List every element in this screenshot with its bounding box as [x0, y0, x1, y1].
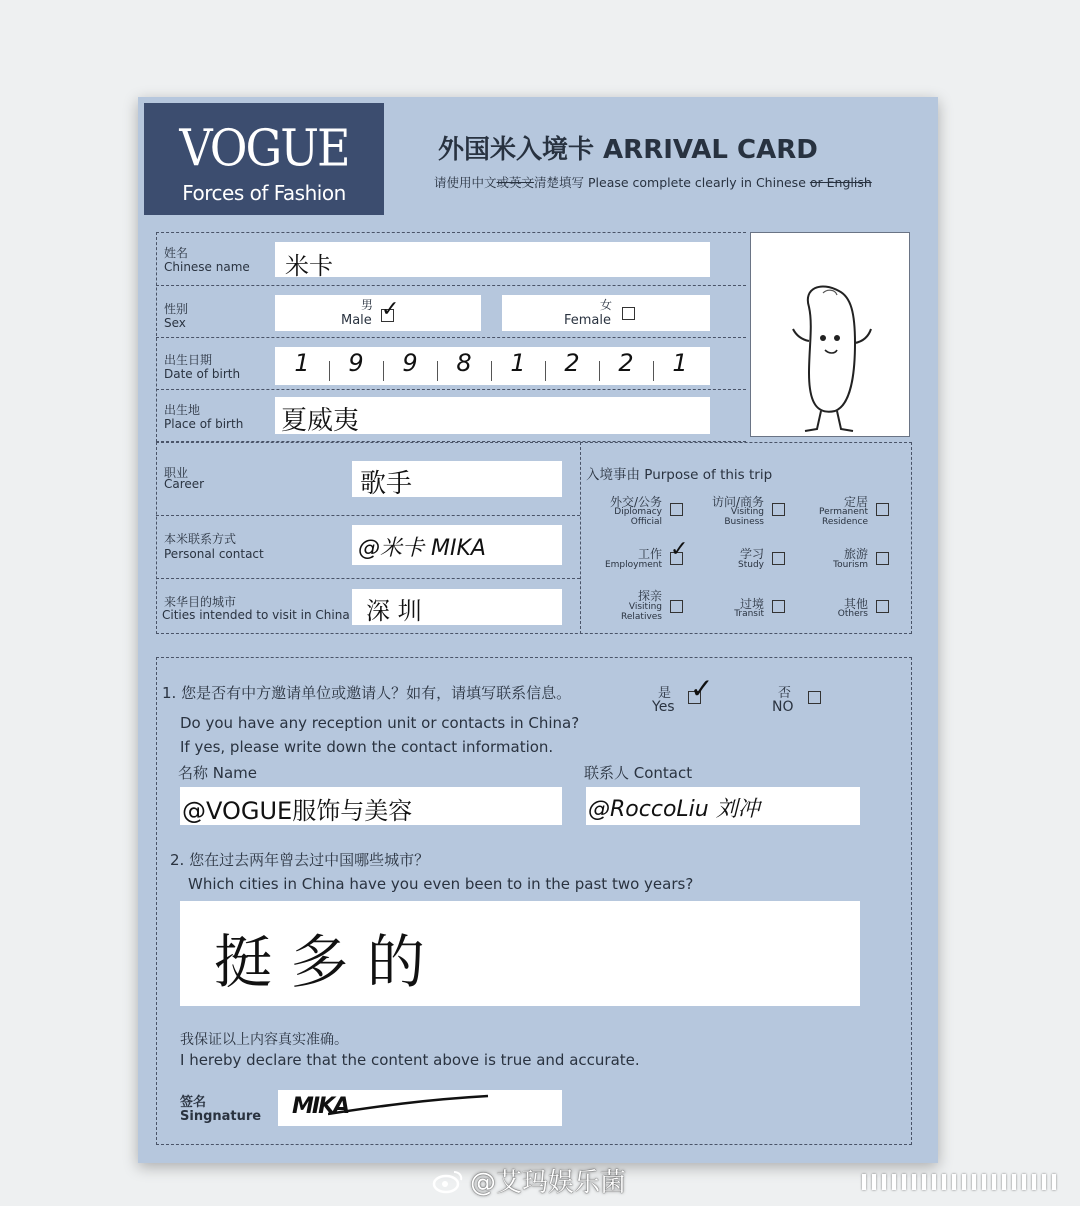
- dob-digit: 1: [510, 349, 526, 377]
- personal-contact-field[interactable]: [352, 525, 562, 565]
- question2-en: Which cities in China have you even been to in the past two years?: [188, 875, 694, 893]
- dob-digit: 1: [672, 349, 688, 377]
- purpose-relatives-checkbox[interactable]: [670, 600, 683, 613]
- city-label-en: Cities intended to visit in China: [162, 608, 350, 622]
- rice-mascot-icon: [751, 233, 911, 438]
- card-subtitle: 请使用中文或英文清楚填写 Please complete clearly in Chinese or English: [434, 175, 872, 190]
- purpose-others-cn: 其他: [843, 597, 868, 611]
- purpose-transit-cn: 过境: [739, 597, 764, 611]
- contact-label-cn: 本米联系方式: [164, 532, 237, 546]
- pob-label-cn: 出生地: [164, 403, 201, 417]
- name-field[interactable]: [275, 242, 710, 280]
- purpose-employment-en1: Employment: [604, 560, 662, 570]
- career-label-en: Career: [164, 477, 205, 491]
- declaration-en: I hereby declare that the content above is true and accurate.: [180, 1051, 640, 1069]
- purpose-tourism-checkbox[interactable]: [876, 552, 889, 565]
- male-label-cn: 男: [361, 298, 374, 312]
- pob-value: 夏威夷: [281, 406, 360, 436]
- question1-en-line1: Do you have any reception unit or contacts in China?: [180, 714, 580, 732]
- watermark-text: @艾玛娱乐菌: [470, 1168, 627, 1198]
- contact-label-en: Personal contact: [164, 547, 264, 561]
- logo-main-text: VOGUE: [179, 118, 349, 178]
- personal-contact-value: @米卡 MIKA: [358, 536, 486, 561]
- signature-label-en: Singnature: [180, 1109, 262, 1124]
- vogue-logo: [144, 103, 384, 215]
- signature-field[interactable]: [278, 1090, 562, 1126]
- purpose-employment-checkmark-icon: ✓: [670, 537, 689, 562]
- arrival-card: [138, 97, 938, 1163]
- signature-label-cn: 签名: [180, 1095, 207, 1110]
- purpose-tourism-en1: Tourism: [833, 560, 868, 570]
- female-checkbox[interactable]: [622, 307, 635, 320]
- question1-en-line2: If yes, please write down the contact information.: [180, 738, 554, 756]
- male-option[interactable]: [275, 295, 481, 331]
- name-value: 米卡: [285, 252, 333, 280]
- purpose-relatives-en2: Relatives: [621, 612, 662, 622]
- dob-digit: 8: [456, 349, 472, 377]
- purpose-diplomacy-en2: Official: [630, 517, 662, 527]
- dob-label-cn: 出生日期: [164, 353, 213, 367]
- name-label-en: Chinese name: [164, 260, 250, 274]
- purpose-tourism-cn: 旅游: [843, 547, 868, 561]
- dob-label-en: Date of birth: [164, 367, 241, 381]
- signature-stroke: [328, 1090, 528, 1126]
- reception-contact-label: 联系人 Contact: [584, 764, 693, 782]
- cities-visited-value: 挺 多 的: [214, 928, 425, 996]
- yes-label-en: Yes: [652, 699, 675, 715]
- no-label-en: NO: [772, 699, 794, 715]
- logo-sub-text: Forces of Fashion: [182, 181, 346, 205]
- purpose-transit-en1: Transit: [734, 609, 764, 619]
- purpose-residence-en1: Permanent: [819, 507, 868, 517]
- no-checkbox[interactable]: [808, 691, 821, 704]
- purpose-relatives-cn: 探亲: [637, 589, 662, 603]
- question1-cn: 1. 您是否有中方邀请单位或邀请人？如有，请填写联系信息。: [162, 684, 572, 702]
- no-label-cn: 否: [778, 686, 792, 701]
- sex-label-cn: 性别: [164, 302, 189, 316]
- watermark-bars-icon: [862, 1166, 1070, 1196]
- reception-name-label: 名称 Name: [178, 764, 258, 782]
- purpose-study-en1: Study: [738, 560, 764, 570]
- city-field[interactable]: [352, 589, 562, 625]
- purpose-business-en2: Business: [724, 517, 764, 527]
- dob-field[interactable]: [275, 347, 710, 385]
- reception-contact-value: @RoccoLiu 刘冲: [588, 797, 760, 822]
- male-checkmark-icon: ✓: [381, 297, 400, 322]
- photo-box: [750, 232, 910, 437]
- yes-label-cn: 是: [658, 686, 672, 701]
- card-title: 外国米入境卡 ARRIVAL CARD: [438, 135, 818, 165]
- dob-digit: 2: [564, 349, 580, 377]
- dob-digit: 9: [402, 349, 418, 377]
- purpose-diplomacy-checkbox[interactable]: [670, 503, 683, 516]
- dob-digit: 9: [348, 349, 364, 377]
- purpose-employment-cn: 工作: [637, 547, 662, 561]
- dob-digit: 1: [294, 349, 310, 377]
- purpose-residence-cn: 定居: [843, 495, 868, 509]
- purpose-business-en1: Visiting: [730, 507, 764, 517]
- female-option[interactable]: [502, 295, 710, 331]
- purpose-study-cn: 学习: [739, 547, 764, 561]
- career-field[interactable]: [352, 461, 562, 497]
- female-label-cn: 女: [600, 298, 613, 312]
- pob-field[interactable]: [275, 397, 710, 434]
- name-label-cn: 姓名: [164, 246, 189, 260]
- purpose-relatives-en1: Visiting: [628, 602, 662, 612]
- question2-cn: 2. 您在过去两年曾去过中国哪些城市？: [170, 851, 430, 869]
- reception-contact-field[interactable]: [586, 787, 860, 825]
- dob-digit: 2: [618, 349, 634, 377]
- purpose-business-cn: 访问/商务: [711, 495, 764, 509]
- purpose-others-en1: Others: [837, 609, 868, 619]
- purpose-diplomacy-cn: 外交/公务: [609, 495, 662, 509]
- career-value: 歌手: [360, 469, 413, 499]
- purpose-business-checkbox[interactable]: [772, 503, 785, 516]
- purpose-residence-en2: Residence: [821, 517, 868, 527]
- female-label-en: Female: [564, 313, 612, 328]
- career-label-cn: 职业: [164, 466, 189, 480]
- weibo-logo-icon: [432, 1168, 464, 1194]
- sex-label-en: Sex: [164, 316, 186, 330]
- yes-checkmark-icon: ✓: [690, 672, 714, 705]
- pob-label-en: Place of birth: [164, 417, 244, 431]
- signature-value: MIKA: [292, 1094, 349, 1119]
- cities-visited-field[interactable]: [180, 901, 860, 1006]
- reception-name-value: @VOGUE服饰与美容: [182, 797, 413, 825]
- male-label-en: Male: [341, 313, 372, 328]
- purpose-study-checkbox[interactable]: [772, 552, 785, 565]
- purpose-residence-checkbox[interactable]: [876, 503, 889, 516]
- city-value: 深 圳: [366, 597, 422, 625]
- reception-name-field[interactable]: [180, 787, 562, 825]
- purpose-diplomacy-en1: Diplomacy: [614, 507, 662, 517]
- purpose-others-checkbox[interactable]: [876, 600, 889, 613]
- purpose-transit-checkbox[interactable]: [772, 600, 785, 613]
- purpose-title: 入境事由 Purpose of this trip: [586, 467, 773, 483]
- city-label-cn: 来华目的城市: [164, 595, 237, 609]
- declaration-cn: 我保证以上内容真实准确。: [180, 1032, 348, 1048]
